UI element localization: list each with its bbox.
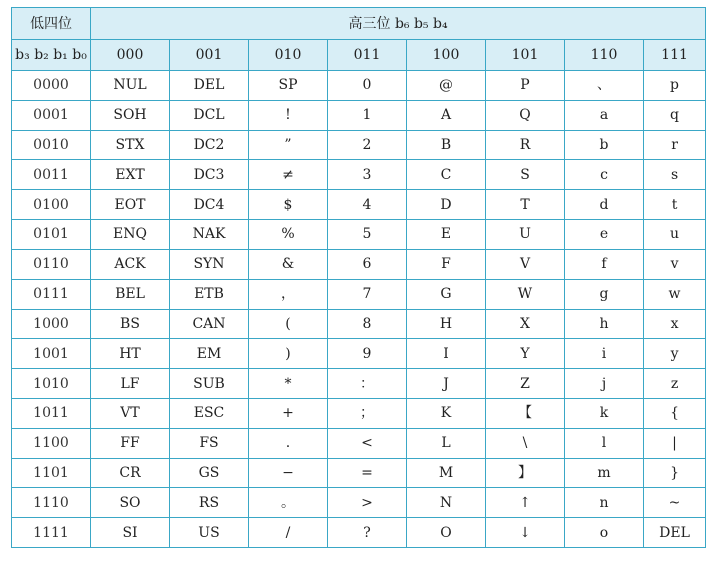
- char-cell: X: [486, 309, 565, 339]
- char-cell: =: [328, 458, 407, 488]
- char-cell: BS: [91, 309, 170, 339]
- char-cell: M: [407, 458, 486, 488]
- char-cell: &: [249, 249, 328, 279]
- char-cell: R: [486, 130, 565, 160]
- char-cell: CR: [91, 458, 170, 488]
- char-cell: 7: [328, 279, 407, 309]
- char-cell: *: [249, 369, 328, 399]
- char-cell: 、: [565, 71, 644, 101]
- row-code-cell: 0011: [12, 160, 91, 190]
- row-code-cell: 1110: [12, 488, 91, 518]
- char-cell: l: [565, 428, 644, 458]
- char-cell: z: [644, 369, 706, 399]
- char-cell: 4: [328, 190, 407, 220]
- char-cell: y: [644, 339, 706, 369]
- char-cell: DC4: [170, 190, 249, 220]
- char-cell: 8: [328, 309, 407, 339]
- char-cell: SOH: [91, 100, 170, 130]
- table-body: [12, 71, 706, 548]
- char-cell: n: [565, 488, 644, 518]
- char-cell: H: [407, 309, 486, 339]
- column-header: 011: [328, 40, 407, 71]
- char-cell: −: [249, 458, 328, 488]
- char-cell: BEL: [91, 279, 170, 309]
- char-cell: t: [644, 190, 706, 220]
- char-cell: D: [407, 190, 486, 220]
- low-bits-header: 低四位: [12, 8, 91, 40]
- table-row: [12, 309, 706, 339]
- row-code-cell: 0100: [12, 190, 91, 220]
- char-cell: {: [644, 398, 706, 428]
- char-cell: ETB: [170, 279, 249, 309]
- char-cell: g: [565, 279, 644, 309]
- char-cell: CAN: [170, 309, 249, 339]
- char-cell: d: [565, 190, 644, 220]
- char-cell: 9: [328, 339, 407, 369]
- char-cell: o: [565, 518, 644, 548]
- char-cell: DC2: [170, 130, 249, 160]
- row-code-cell: 0010: [12, 130, 91, 160]
- char-cell: W: [486, 279, 565, 309]
- char-cell: C: [407, 160, 486, 190]
- char-cell: HT: [91, 339, 170, 369]
- char-cell: A: [407, 100, 486, 130]
- char-cell: ): [249, 339, 328, 369]
- char-cell: ↑: [486, 488, 565, 518]
- row-code-cell: 1000: [12, 309, 91, 339]
- table-row: [12, 190, 706, 220]
- char-cell: |: [644, 428, 706, 458]
- char-cell: SI: [91, 518, 170, 548]
- char-cell: \: [486, 428, 565, 458]
- char-cell: r: [644, 130, 706, 160]
- char-cell: ENQ: [91, 220, 170, 250]
- char-cell: ”: [249, 130, 328, 160]
- char-cell: STX: [91, 130, 170, 160]
- char-cell: ACK: [91, 249, 170, 279]
- char-cell: /: [249, 518, 328, 548]
- char-cell: ，: [249, 279, 328, 309]
- char-cell: 6: [328, 249, 407, 279]
- char-cell: 0: [328, 71, 407, 101]
- ascii-code-table: [11, 7, 706, 548]
- row-code-cell: 1011: [12, 398, 91, 428]
- char-cell: EXT: [91, 160, 170, 190]
- char-cell: 】: [486, 458, 565, 488]
- char-cell: SO: [91, 488, 170, 518]
- char-cell: Q: [486, 100, 565, 130]
- table-row: [12, 130, 706, 160]
- char-cell: v: [644, 249, 706, 279]
- row-code-cell: 0110: [12, 249, 91, 279]
- char-cell: ：: [328, 369, 407, 399]
- char-cell: k: [565, 398, 644, 428]
- table-row: [12, 428, 706, 458]
- char-cell: w: [644, 279, 706, 309]
- char-cell: q: [644, 100, 706, 130]
- char-cell: >: [328, 488, 407, 518]
- char-cell: FF: [91, 428, 170, 458]
- char-cell: s: [644, 160, 706, 190]
- column-header: 111: [644, 40, 706, 71]
- char-cell: RS: [170, 488, 249, 518]
- row-code-cell: 1111: [12, 518, 91, 548]
- char-cell: U: [486, 220, 565, 250]
- char-cell: a: [565, 100, 644, 130]
- char-cell: <: [328, 428, 407, 458]
- char-cell: EM: [170, 339, 249, 369]
- column-header: 010: [249, 40, 328, 71]
- char-cell: }: [644, 458, 706, 488]
- char-cell: O: [407, 518, 486, 548]
- char-cell: ；: [328, 398, 407, 428]
- row-code-cell: 0111: [12, 279, 91, 309]
- table-row: [12, 160, 706, 190]
- char-cell: @: [407, 71, 486, 101]
- char-cell: B: [407, 130, 486, 160]
- char-cell: %: [249, 220, 328, 250]
- table-row: [12, 488, 706, 518]
- char-cell: N: [407, 488, 486, 518]
- char-cell: ?: [328, 518, 407, 548]
- char-cell: NUL: [91, 71, 170, 101]
- char-cell: h: [565, 309, 644, 339]
- char-cell: 5: [328, 220, 407, 250]
- table-row: [12, 71, 706, 101]
- char-cell: I: [407, 339, 486, 369]
- table-row: [12, 458, 706, 488]
- row-code-cell: 0101: [12, 220, 91, 250]
- char-cell: (: [249, 309, 328, 339]
- char-cell: i: [565, 339, 644, 369]
- char-cell: NAK: [170, 220, 249, 250]
- char-cell: G: [407, 279, 486, 309]
- char-cell: DCL: [170, 100, 249, 130]
- table-row: [12, 518, 706, 548]
- char-cell: ESC: [170, 398, 249, 428]
- table-row: [12, 100, 706, 130]
- char-cell: FS: [170, 428, 249, 458]
- char-cell: T: [486, 190, 565, 220]
- char-cell: c: [565, 160, 644, 190]
- char-cell: LF: [91, 369, 170, 399]
- char-cell: 1: [328, 100, 407, 130]
- column-header: 000: [91, 40, 170, 71]
- char-cell: DEL: [170, 71, 249, 101]
- char-cell: DEL: [644, 518, 706, 548]
- row-code-cell: 0001: [12, 100, 91, 130]
- char-cell: S: [486, 160, 565, 190]
- column-header: 101: [486, 40, 565, 71]
- char-cell: Z: [486, 369, 565, 399]
- table-row: [12, 220, 706, 250]
- char-cell: F: [407, 249, 486, 279]
- char-cell: P: [486, 71, 565, 101]
- char-cell: 【: [486, 398, 565, 428]
- char-cell: !: [249, 100, 328, 130]
- column-header: 001: [170, 40, 249, 71]
- row-code-cell: 1100: [12, 428, 91, 458]
- char-cell: .: [249, 428, 328, 458]
- char-cell: J: [407, 369, 486, 399]
- char-cell: m: [565, 458, 644, 488]
- char-cell: e: [565, 220, 644, 250]
- char-cell: EOT: [91, 190, 170, 220]
- char-cell: SP: [249, 71, 328, 101]
- char-cell: VT: [91, 398, 170, 428]
- char-cell: ~: [644, 488, 706, 518]
- char-cell: 3: [328, 160, 407, 190]
- char-cell: ↓: [486, 518, 565, 548]
- char-cell: GS: [170, 458, 249, 488]
- char-cell: DC3: [170, 160, 249, 190]
- table-row: [12, 249, 706, 279]
- char-cell: u: [644, 220, 706, 250]
- row-code-cell: 1010: [12, 369, 91, 399]
- char-cell: SUB: [170, 369, 249, 399]
- low-bits-subheader: b₃ b₂ b₁ b₀: [12, 40, 91, 71]
- high-bits-title: 高三位 b₆ b₅ b₄: [91, 8, 706, 40]
- table-row: [12, 339, 706, 369]
- char-cell: E: [407, 220, 486, 250]
- char-cell: b: [565, 130, 644, 160]
- row-code-cell: 1101: [12, 458, 91, 488]
- char-cell: ≠: [249, 160, 328, 190]
- char-cell: j: [565, 369, 644, 399]
- char-cell: Y: [486, 339, 565, 369]
- table-row: [12, 369, 706, 399]
- table-row: [12, 398, 706, 428]
- char-cell: K: [407, 398, 486, 428]
- char-cell: x: [644, 309, 706, 339]
- column-header: 110: [565, 40, 644, 71]
- char-cell: 。: [249, 488, 328, 518]
- char-cell: V: [486, 249, 565, 279]
- char-cell: SYN: [170, 249, 249, 279]
- char-cell: L: [407, 428, 486, 458]
- char-cell: US: [170, 518, 249, 548]
- table-row: [12, 279, 706, 309]
- char-cell: p: [644, 71, 706, 101]
- row-code-cell: 1001: [12, 339, 91, 369]
- char-cell: $: [249, 190, 328, 220]
- char-cell: +: [249, 398, 328, 428]
- char-cell: 2: [328, 130, 407, 160]
- char-cell: f: [565, 249, 644, 279]
- column-header: 100: [407, 40, 486, 71]
- row-code-cell: 0000: [12, 71, 91, 101]
